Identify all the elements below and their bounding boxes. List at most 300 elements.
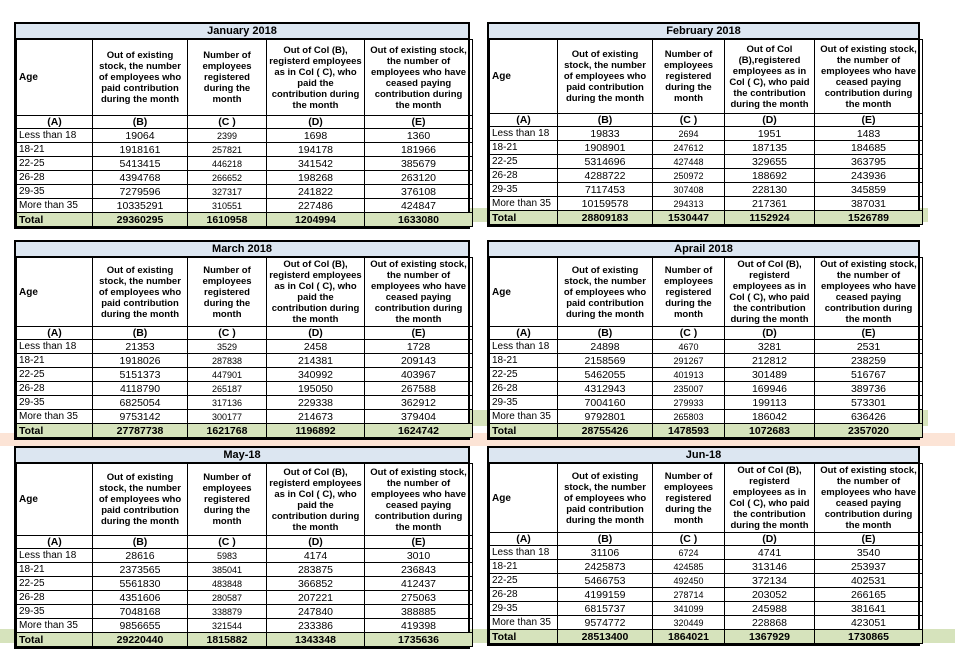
value-cell: 31106 [558, 546, 653, 560]
value-cell: 229338 [267, 396, 365, 410]
value-cell: 516767 [815, 368, 923, 382]
age-group-cell: More than 35 [17, 199, 93, 213]
column-letter-label: (B) [93, 327, 188, 340]
column-header: Out of Col (B), registerd employees as in Col ( C), who paid the contribution during the month [267, 40, 365, 116]
value-cell: 379404 [365, 410, 473, 424]
value-cell: 341099 [653, 602, 725, 616]
table-row [17, 368, 473, 382]
value-cell: 381641 [815, 602, 923, 616]
total-label-cell: Total [17, 213, 93, 227]
value-cell: 238259 [815, 354, 923, 368]
total-value-cell: 1204994 [267, 213, 365, 227]
age-group-cell: 22-25 [17, 577, 93, 591]
value-cell: 1728 [365, 340, 473, 354]
total-value-cell: 1478593 [653, 424, 725, 438]
table-row [490, 368, 923, 382]
value-cell: 492450 [653, 574, 725, 588]
value-cell: 169946 [725, 382, 815, 396]
month-table-4 [487, 240, 920, 440]
value-cell: 188692 [725, 169, 815, 183]
value-cell: 300177 [188, 410, 267, 424]
table-row [490, 410, 923, 424]
table-row [17, 396, 473, 410]
column-header: Number of employees registered during the month [188, 464, 267, 536]
column-letter-label: (B) [93, 536, 188, 549]
column-header: Out of existing stock, the number of employees who have ceased paying contribution during the month [815, 40, 923, 114]
value-cell: 5413415 [93, 157, 188, 171]
value-cell: 24898 [558, 340, 653, 354]
table-row [17, 619, 473, 633]
value-cell: 424847 [365, 199, 473, 213]
value-cell: 338879 [188, 605, 267, 619]
value-cell: 227486 [267, 199, 365, 213]
age-group-cell: 22-25 [17, 368, 93, 382]
column-header: Number of employees registered during the month [653, 258, 725, 327]
age-group-cell: More than 35 [17, 619, 93, 633]
age-group-cell: 29-35 [490, 602, 558, 616]
value-cell: 419398 [365, 619, 473, 633]
column-letter-label: (D) [267, 536, 365, 549]
value-cell: 1951 [725, 127, 815, 141]
month-data-table [489, 463, 923, 644]
value-cell: 412437 [365, 577, 473, 591]
value-cell: 2373565 [93, 563, 188, 577]
column-header: Out of existing stock, the number of employees who paid contribution during the month [93, 40, 188, 116]
value-cell: 483848 [188, 577, 267, 591]
table-row [17, 563, 473, 577]
value-cell: 2531 [815, 340, 923, 354]
column-letter-label: (E) [815, 533, 923, 546]
value-cell: 385041 [188, 563, 267, 577]
value-cell: 2458 [267, 340, 365, 354]
table-row [17, 171, 473, 185]
value-cell: 7004160 [558, 396, 653, 410]
column-header: Age [490, 464, 558, 533]
value-cell: 263120 [365, 171, 473, 185]
value-cell: 5462055 [558, 368, 653, 382]
value-cell: 424585 [653, 560, 725, 574]
column-letter-label: (A) [17, 116, 93, 129]
total-value-cell: 1526789 [815, 211, 923, 225]
value-cell: 372134 [725, 574, 815, 588]
table-title: Aprail 2018 [489, 242, 918, 257]
value-cell: 3010 [365, 549, 473, 563]
header-row [490, 258, 923, 327]
table-row [17, 199, 473, 213]
age-group-cell: 18-21 [17, 143, 93, 157]
table-title: January 2018 [16, 24, 468, 39]
value-cell: 4351606 [93, 591, 188, 605]
value-cell: 3540 [815, 546, 923, 560]
value-cell: 235007 [653, 382, 725, 396]
column-header: Out of existing stock, the number of employees who paid contribution during the month [93, 258, 188, 327]
age-group-cell: Less than 18 [17, 129, 93, 143]
value-cell: 1360 [365, 129, 473, 143]
header-row [17, 464, 473, 536]
value-cell: 362912 [365, 396, 473, 410]
total-value-cell: 29220440 [93, 633, 188, 647]
value-cell: 9856655 [93, 619, 188, 633]
value-cell: 403967 [365, 368, 473, 382]
value-cell: 9753142 [93, 410, 188, 424]
age-group-cell: 26-28 [490, 382, 558, 396]
table-row [490, 169, 923, 183]
column-letter-label: (A) [490, 533, 558, 546]
value-cell: 250972 [653, 169, 725, 183]
value-cell: 19064 [93, 129, 188, 143]
value-cell: 236843 [365, 563, 473, 577]
table-row [490, 183, 923, 197]
value-cell: 2158569 [558, 354, 653, 368]
value-cell: 2694 [653, 127, 725, 141]
value-cell: 4741 [725, 546, 815, 560]
table-row [490, 354, 923, 368]
column-letter-label: (C ) [188, 327, 267, 340]
value-cell: 294313 [653, 197, 725, 211]
value-cell: 1918161 [93, 143, 188, 157]
value-cell: 320449 [653, 616, 725, 630]
value-cell: 217361 [725, 197, 815, 211]
value-cell: 7048168 [93, 605, 188, 619]
column-letter-label: (E) [365, 327, 473, 340]
age-group-cell: More than 35 [17, 410, 93, 424]
column-header: Number of employees registered during the month [188, 40, 267, 116]
header-row [17, 258, 473, 327]
age-group-cell: 26-28 [17, 382, 93, 396]
value-cell: 187135 [725, 141, 815, 155]
age-group-cell: 29-35 [490, 396, 558, 410]
age-group-cell: 29-35 [17, 185, 93, 199]
column-label-row [490, 533, 923, 546]
total-label-cell: Total [490, 211, 558, 225]
total-row [17, 424, 473, 438]
column-header: Out of Col (B), registerd employees as in Col ( C), who paid the contribution during the month [267, 464, 365, 536]
value-cell: 4394768 [93, 171, 188, 185]
total-label-cell: Total [17, 633, 93, 647]
column-letter-label: (D) [725, 327, 815, 340]
value-cell: 4312943 [558, 382, 653, 396]
value-cell: 266652 [188, 171, 267, 185]
month-table-6 [487, 446, 920, 646]
value-cell: 9792801 [558, 410, 653, 424]
total-value-cell: 28513400 [558, 630, 653, 644]
value-cell: 6815737 [558, 602, 653, 616]
value-cell: 278714 [653, 588, 725, 602]
age-group-cell: Less than 18 [17, 340, 93, 354]
value-cell: 279933 [653, 396, 725, 410]
total-value-cell: 1815882 [188, 633, 267, 647]
value-cell: 257821 [188, 143, 267, 157]
value-cell: 228130 [725, 183, 815, 197]
value-cell: 376108 [365, 185, 473, 199]
table-row [490, 574, 923, 588]
age-group-cell: 29-35 [490, 183, 558, 197]
value-cell: 313146 [725, 560, 815, 574]
table-row [17, 605, 473, 619]
age-group-cell: 22-25 [490, 368, 558, 382]
value-cell: 402531 [815, 574, 923, 588]
value-cell: 401913 [653, 368, 725, 382]
age-group-cell: 26-28 [490, 588, 558, 602]
month-data-table [16, 463, 473, 647]
age-group-cell: 26-28 [17, 171, 93, 185]
column-header: Out of existing stock, the number of employees who have ceased paying contribution during the month [365, 464, 473, 536]
column-header: Out of existing stock, the number of employees who paid contribution during the month [558, 464, 653, 533]
value-cell: 199113 [725, 396, 815, 410]
table-row [490, 155, 923, 169]
column-letter-label: (E) [365, 116, 473, 129]
column-header: Out of existing stock, the number of employees who paid contribution during the month [93, 464, 188, 536]
value-cell: 266165 [815, 588, 923, 602]
value-cell: 214673 [267, 410, 365, 424]
total-row [490, 211, 923, 225]
table-row [17, 143, 473, 157]
value-cell: 186042 [725, 410, 815, 424]
table-row [17, 157, 473, 171]
table-row [490, 127, 923, 141]
column-header: Out of Col (B), registerd employees as in Col ( C), who paid the contribution during the month [725, 464, 815, 533]
value-cell: 388885 [365, 605, 473, 619]
column-label-row [490, 327, 923, 340]
value-cell: 19833 [558, 127, 653, 141]
column-letter-label: (B) [558, 114, 653, 127]
month-data-table [489, 39, 923, 225]
value-cell: 363795 [815, 155, 923, 169]
column-letter-label: (A) [17, 536, 93, 549]
column-header: Age [17, 40, 93, 116]
column-header: Out of existing stock, the number of employees who paid contribution during the month [558, 40, 653, 114]
value-cell: 5983 [188, 549, 267, 563]
value-cell: 247612 [653, 141, 725, 155]
month-table-5 [14, 446, 470, 649]
column-letter-label: (B) [558, 327, 653, 340]
column-letter-label: (D) [267, 116, 365, 129]
age-group-cell: Less than 18 [490, 546, 558, 560]
total-label-cell: Total [490, 630, 558, 644]
value-cell: 345859 [815, 183, 923, 197]
total-value-cell: 1621768 [188, 424, 267, 438]
month-data-table [16, 39, 473, 227]
value-cell: 194178 [267, 143, 365, 157]
column-letter-label: (A) [490, 327, 558, 340]
column-header: Out of existing stock, the number of employees who paid contribution during the month [558, 258, 653, 327]
value-cell: 5466753 [558, 574, 653, 588]
value-cell: 21353 [93, 340, 188, 354]
value-cell: 203052 [725, 588, 815, 602]
column-header: Age [17, 464, 93, 536]
total-value-cell: 1624742 [365, 424, 473, 438]
column-letter-label: (C ) [653, 114, 725, 127]
column-letter-label: (C ) [188, 536, 267, 549]
value-cell: 267588 [365, 382, 473, 396]
value-cell: 1918026 [93, 354, 188, 368]
value-cell: 423051 [815, 616, 923, 630]
column-header: Out of Col (B), registerd employees as in Col ( C), who paid the contribution during the month [267, 258, 365, 327]
value-cell: 10159578 [558, 197, 653, 211]
value-cell: 7279596 [93, 185, 188, 199]
total-row [17, 633, 473, 647]
column-header: Age [490, 258, 558, 327]
total-value-cell: 2357020 [815, 424, 923, 438]
age-group-cell: 22-25 [490, 574, 558, 588]
table-row [17, 410, 473, 424]
value-cell: 2399 [188, 129, 267, 143]
value-cell: 329655 [725, 155, 815, 169]
table-row [490, 602, 923, 616]
value-cell: 7117453 [558, 183, 653, 197]
total-value-cell: 29360295 [93, 213, 188, 227]
value-cell: 10335291 [93, 199, 188, 213]
table-row [17, 577, 473, 591]
value-cell: 341542 [267, 157, 365, 171]
value-cell: 321544 [188, 619, 267, 633]
value-cell: 317136 [188, 396, 267, 410]
table-row [490, 588, 923, 602]
age-group-cell: 29-35 [17, 396, 93, 410]
month-data-table [16, 257, 473, 438]
total-value-cell: 1633080 [365, 213, 473, 227]
age-group-cell: More than 35 [490, 197, 558, 211]
table-row [17, 129, 473, 143]
age-group-cell: 18-21 [490, 560, 558, 574]
age-group-cell: 18-21 [490, 141, 558, 155]
column-letter-label: (B) [558, 533, 653, 546]
header-row [490, 40, 923, 114]
value-cell: 5314696 [558, 155, 653, 169]
header-row [490, 464, 923, 533]
column-letter-label: (C ) [188, 116, 267, 129]
age-group-cell: 18-21 [490, 354, 558, 368]
value-cell: 4288722 [558, 169, 653, 183]
value-cell: 4174 [267, 549, 365, 563]
age-group-cell: 18-21 [17, 563, 93, 577]
age-group-cell: 22-25 [17, 157, 93, 171]
table-row [490, 197, 923, 211]
value-cell: 6825054 [93, 396, 188, 410]
column-header: Out of Col (B),registered employees as in Col ( C), who paid the contribution during the month [725, 40, 815, 114]
total-value-cell: 1072683 [725, 424, 815, 438]
column-header: Number of employees registered during the month [188, 258, 267, 327]
value-cell: 207221 [267, 591, 365, 605]
age-group-cell: 26-28 [490, 169, 558, 183]
total-value-cell: 1530447 [653, 211, 725, 225]
total-value-cell: 28809183 [558, 211, 653, 225]
total-value-cell: 1864021 [653, 630, 725, 644]
table-title: February 2018 [489, 24, 918, 39]
age-group-cell: 29-35 [17, 605, 93, 619]
value-cell: 212812 [725, 354, 815, 368]
value-cell: 4199159 [558, 588, 653, 602]
value-cell: 28616 [93, 549, 188, 563]
value-cell: 181966 [365, 143, 473, 157]
table-row [17, 185, 473, 199]
month-table-1 [14, 22, 470, 229]
value-cell: 287838 [188, 354, 267, 368]
value-cell: 209143 [365, 354, 473, 368]
table-row [490, 396, 923, 410]
table-row [17, 549, 473, 563]
value-cell: 301489 [725, 368, 815, 382]
column-letter-label: (D) [267, 327, 365, 340]
column-header: Number of employees registered during the month [653, 40, 725, 114]
column-letter-label: (D) [725, 114, 815, 127]
value-cell: 265803 [653, 410, 725, 424]
total-label-cell: Total [17, 424, 93, 438]
column-letter-label: (D) [725, 533, 815, 546]
value-cell: 1483 [815, 127, 923, 141]
table-row [17, 591, 473, 605]
value-cell: 389736 [815, 382, 923, 396]
value-cell: 307408 [653, 183, 725, 197]
table-row [17, 354, 473, 368]
value-cell: 275063 [365, 591, 473, 605]
value-cell: 184685 [815, 141, 923, 155]
table-row [490, 546, 923, 560]
table-row [490, 560, 923, 574]
value-cell: 387031 [815, 197, 923, 211]
age-group-cell: 22-25 [490, 155, 558, 169]
table-row [490, 141, 923, 155]
month-table-2 [487, 22, 920, 227]
value-cell: 283875 [267, 563, 365, 577]
column-letter-label: (E) [815, 327, 923, 340]
value-cell: 241822 [267, 185, 365, 199]
value-cell: 427448 [653, 155, 725, 169]
column-header: Age [17, 258, 93, 327]
age-group-cell: 18-21 [17, 354, 93, 368]
value-cell: 5561830 [93, 577, 188, 591]
total-value-cell: 1610958 [188, 213, 267, 227]
total-value-cell: 1196892 [267, 424, 365, 438]
age-group-cell: Less than 18 [17, 549, 93, 563]
value-cell: 253937 [815, 560, 923, 574]
total-value-cell: 28755426 [558, 424, 653, 438]
table-row [490, 616, 923, 630]
column-header: Out of Col (B), registerd employees as in Col ( C), who paid the contribution during the month [725, 258, 815, 327]
column-header: Number of employees registered during the month [653, 464, 725, 533]
total-value-cell: 1367929 [725, 630, 815, 644]
value-cell: 366852 [267, 577, 365, 591]
table-row [490, 382, 923, 396]
value-cell: 4670 [653, 340, 725, 354]
table-title: March 2018 [16, 242, 468, 257]
value-cell: 340992 [267, 368, 365, 382]
column-letter-label: (E) [815, 114, 923, 127]
column-label-row [490, 114, 923, 127]
table-title: Jun-18 [489, 448, 918, 463]
age-group-cell: More than 35 [490, 616, 558, 630]
value-cell: 243936 [815, 169, 923, 183]
value-cell: 2425873 [558, 560, 653, 574]
column-label-row [17, 327, 473, 340]
value-cell: 198268 [267, 171, 365, 185]
value-cell: 228868 [725, 616, 815, 630]
table-row [17, 382, 473, 396]
age-group-cell: More than 35 [490, 410, 558, 424]
value-cell: 214381 [267, 354, 365, 368]
total-label-cell: Total [490, 424, 558, 438]
column-letter-label: (A) [490, 114, 558, 127]
total-value-cell: 27787738 [93, 424, 188, 438]
value-cell: 3529 [188, 340, 267, 354]
value-cell: 9574772 [558, 616, 653, 630]
value-cell: 247840 [267, 605, 365, 619]
column-letter-label: (C ) [653, 327, 725, 340]
value-cell: 310551 [188, 199, 267, 213]
total-value-cell: 1730865 [815, 630, 923, 644]
value-cell: 3281 [725, 340, 815, 354]
age-group-cell: Less than 18 [490, 340, 558, 354]
